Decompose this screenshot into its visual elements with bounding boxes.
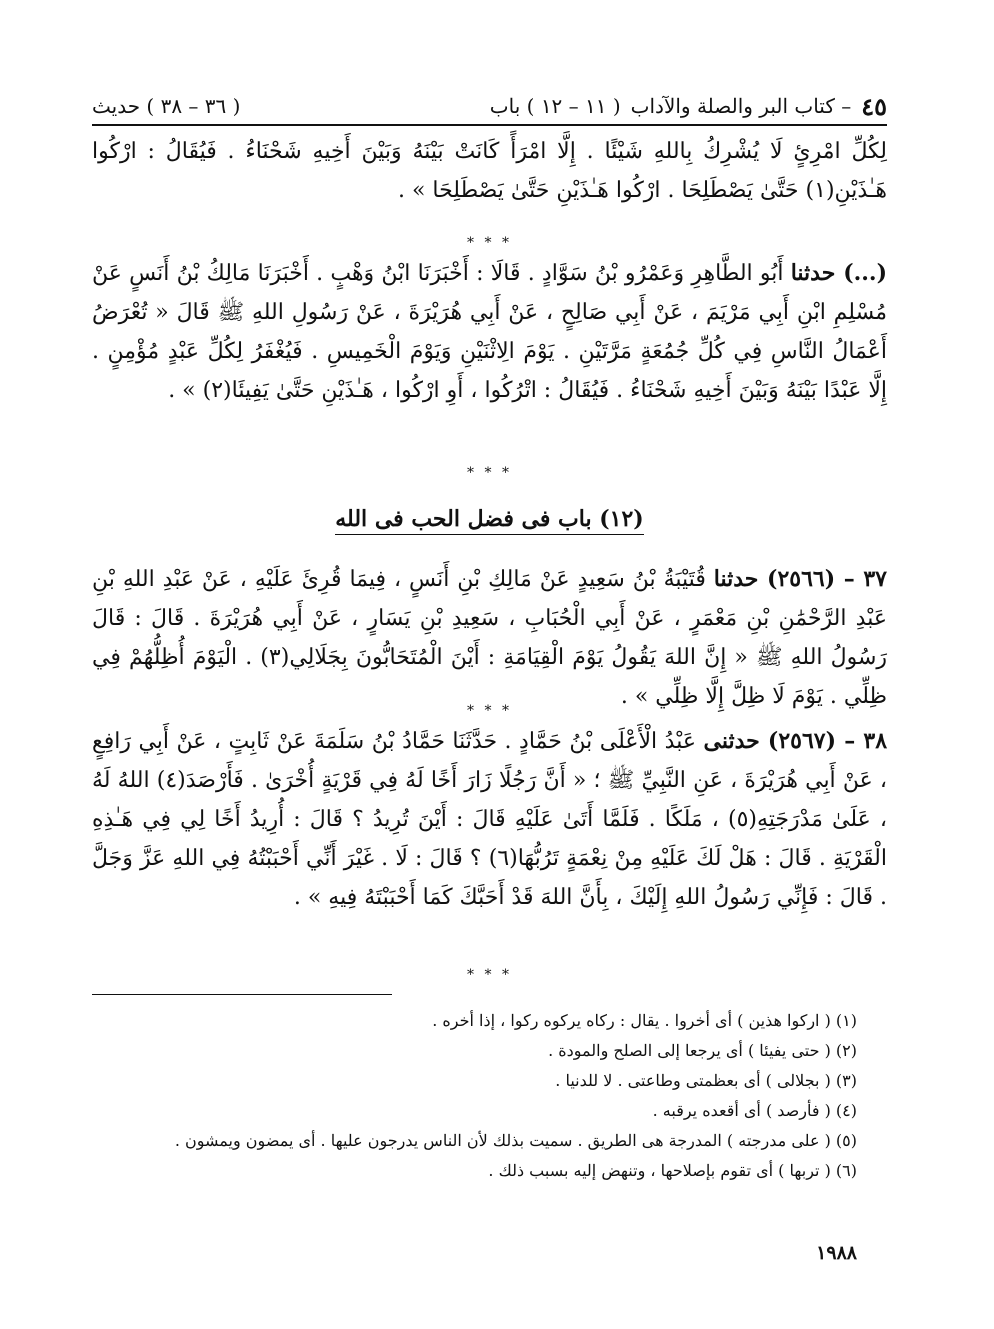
header-hadith-range: ( ٣٦ – ٣٨ ) حديث <box>92 94 241 118</box>
separator-stars: * * * <box>467 703 512 719</box>
hadith-paragraph <box>92 560 887 716</box>
footnote: (٤) ( فأرصد ) أى أقعده يرقبه . <box>652 1101 857 1120</box>
footnote: (٦) ( تربها ) أى تقوم بإصلاحها ، وتنهض إليه بسبب ذلك . <box>488 1161 857 1180</box>
hadith-lead: ٣٨ – (٢٥٦٧) حدثنى <box>703 728 888 754</box>
hadith-lead: (...) حدثنا <box>790 260 887 286</box>
hadith-text: أَبُو الطَّاهِرِ وَعَمْرُو بْنُ سَوَّادٍ . قَالَا : أَخْبَرَنَا ابْنُ وَهْبٍ . أَخْبَرَنَا مَالِكُ بْنُ أَنَسٍ عَنْ مُسْلِمِ ابْنِ أَبِي مَرْيَمَ ، عَنْ أَبِي صَالِحٍ ، عَنْ أَبِي هُرَيْرَةَ ، عَنْ رَسُولِ اللهِ ﷺ قَالَ « تُعْرَضُ أَعْمَالُ النَّاسِ فِي كُلِّ جُمُعَةٍ مَرَّتَيْنِ . يَوْمَ الِاثْنَيْنِ وَيَوْمَ الْخَمِيسِ . فَيُغْفَرُ لِكُلِّ عَبْدٍ مُؤْمِنٍ . إِلَّا عَبْدًا بَيْنَهُ وَبَيْنَ أَخِيهِ شَحْنَاءُ . فَيُقَالُ : اتْرُكُوا ، أَوِ ارْكُوا ، هَـٰذَيْنِ حَتَّىٰ يَفِيئَا(٢) » . <box>92 261 887 403</box>
paragraph-continuation <box>92 132 887 210</box>
hadith-text: عَبْدُ الْأَعْلَى بْنُ حَمَّادٍ . حَدَّثَنَا حَمَّادُ بْنُ سَلَمَةَ عَنْ ثَابِتٍ ، عَنْ أَبِي رَافِعٍ ، عَنْ أَبِي هُرَيْرَةَ ، عَنِ النَّبِيِّ ﷺ ؛ « أَنَّ رَجُلًا زَارَ أَخًا لَهُ فِي قَرْيَةٍ أُخْرَىٰ . فَأَرْصَدَ(٤) اللهُ لَهُ ، عَلَىٰ مَدْرَجَتِهِ(٥) ، مَلَكًا . فَلَمَّا أَتَىٰ عَلَيْهِ قَالَ : أَيْنَ تُرِيدُ ؟ قَالَ : أُرِيدُ أَخًا لِي فِي هَـٰذِهِ الْقَرْيَةِ . قَالَ : هَلْ لَكَ عَلَيْهِ مِنْ نِعْمَةٍ تَرُبُّهَا(٦) ؟ قَالَ : لَا . غَيْرَ أَنِّي أَحْبَبْتُهُ فِي اللهِ عَزَّ وَجَلَّ . قَالَ : فَإِنِّي رَسُولُ اللهِ إِلَيْكَ ، بِأَنَّ اللهَ قَدْ أَحَبَّكَ كَمَا أَحْبَبْتَهُ فِيهِ » . <box>92 729 887 910</box>
footnote: (٣) ( بجلالى ) أى بعظمتى وطاعتى . لا للدنيا . <box>555 1071 857 1090</box>
chapter-heading <box>92 506 887 532</box>
hadith-text: قُتَيْبَةُ بْنُ سَعِيدٍ عَنْ مَالِكِ بْنِ أَنَسٍ ، فِيمَا قُرِئَ عَلَيْهِ ، عَنْ عَبْدِ اللهِ بْنِ عَبْدِ الرَّحْمَٰنِ بْنِ مَعْمَرٍ ، عَنْ أَبِي الْحُبَابِ ، سَعِيدِ بْنِ يَسَارٍ ، عَنْ أَبِي هُرَيْرَةَ . قَالَ : قَالَ رَسُولُ اللهِ ﷺ « إِنَّ اللهَ يَقُولُ يَوْمَ الْقِيَامَةِ : أَيْنَ الْمُتَحَابُّونَ بِجَلَالِي(٣) . الْيَوْمَ أُظِلُّهُمْ فِي ظِلِّي . يَوْمَ لَا ظِلَّ إِلَّا ظِلِّي » . <box>92 567 888 709</box>
header-page-number: ٤٥ <box>861 91 887 121</box>
chapter-heading-text: (١٢) باب فى فضل الحب فى الله <box>335 506 643 535</box>
footnote: (١) ( اركوا هذين ) أى أخروا . يقال : ركاه يركوه ركوا ، إذا أخره . <box>432 1011 857 1030</box>
book-page <box>92 88 887 1268</box>
paragraph-text: لِكُلِّ امْرِئٍ لَا يُشْرِكُ بِاللهِ شَيْئًا . إِلَّا امْرَأً كَانَتْ بَيْنَهُ وَبَيْنَ أَخِيهِ شَحْنَاءُ . فَيُقَالُ : ارْكُوا هَـٰذَيْنِ(١) حَتَّىٰ يَصْطَلِحَا . ارْكُوا هَـٰذَيْنِ حَتَّىٰ يَصْطَلِحَا » . <box>92 139 887 203</box>
hadith-lead: ٣٧ – (٢٥٦٦) حدثنا <box>713 566 887 592</box>
footnote-rule <box>92 994 392 995</box>
footnote: (٥) ( على مدرجته ) المدرجة هى الطريق . سميت بذلك لأن الناس يدرجون عليها . أى يمضون ويمشون . <box>174 1131 857 1150</box>
header-chapter-range: ( ١١ – ١٢ ) باب <box>489 94 621 118</box>
running-header <box>92 88 887 126</box>
hadith-paragraph <box>92 722 887 917</box>
footnotes <box>92 1006 857 1186</box>
footnote: (٢) ( حتى يفيئا ) أى يرجعا إلى الصلح والمودة . <box>548 1041 857 1060</box>
page-number-footer: ١٩٨٨ <box>816 1242 857 1264</box>
separator-stars: * * * <box>467 967 512 983</box>
hadith-paragraph <box>92 254 887 410</box>
separator-stars: * * * <box>467 235 512 251</box>
separator-stars: * * * <box>467 465 512 481</box>
header-book-title: – كتاب البر والصلة والآداب <box>630 94 852 118</box>
